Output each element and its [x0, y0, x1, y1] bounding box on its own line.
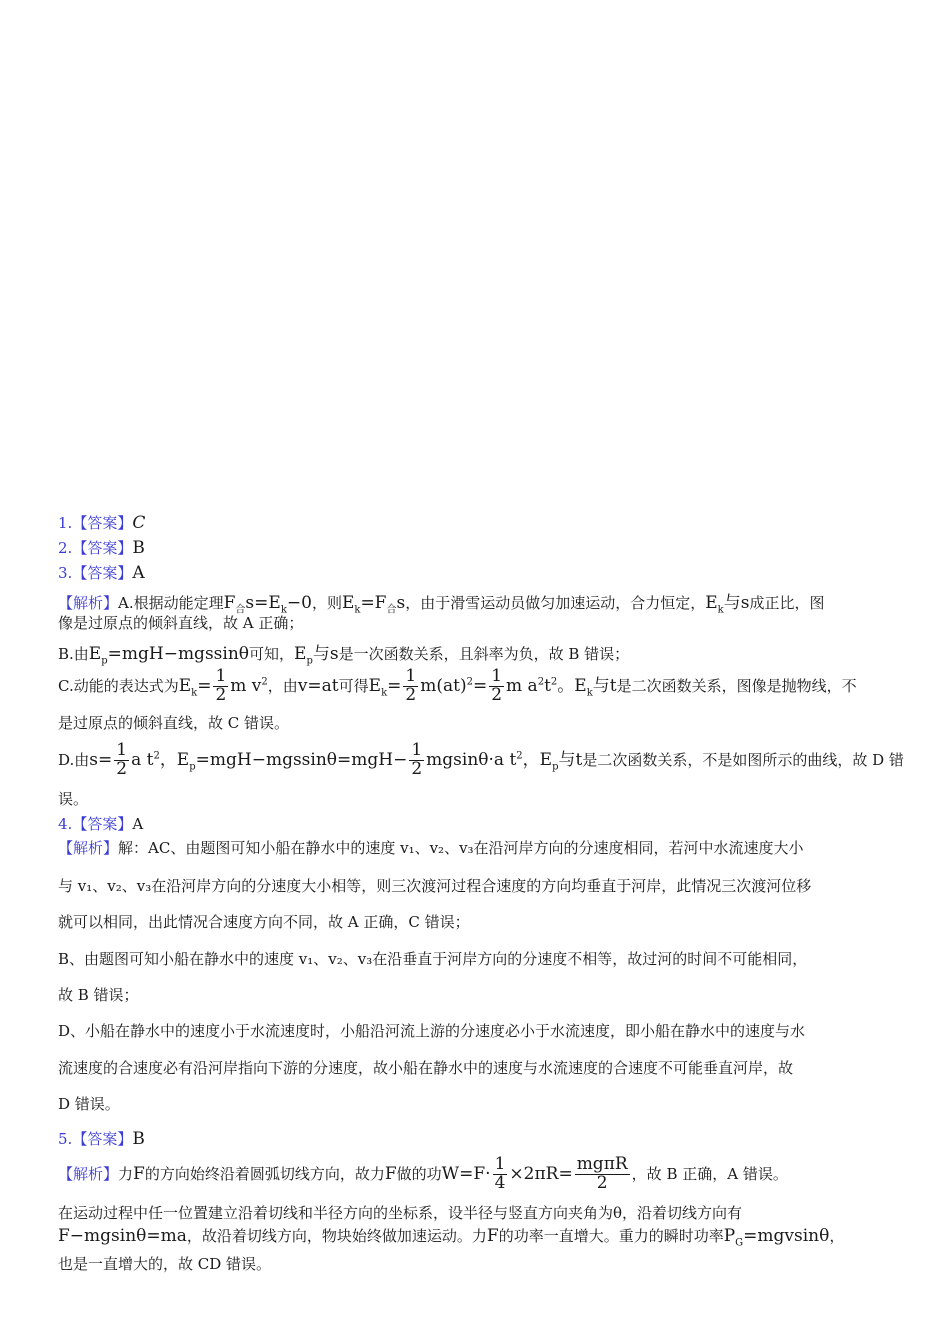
item-number: 3.	[58, 564, 73, 582]
answer-label: 【答案】	[72, 815, 133, 833]
q3-line-b	[58, 639, 629, 666]
explanation-label: 【解析】	[58, 1164, 119, 1183]
q4-line-8: D 错误。	[58, 1095, 120, 1113]
text: 做的功	[396, 1164, 442, 1183]
answer-item-3	[58, 562, 145, 583]
q4-line-3: 就可以相同，出此情况合速度方向不同，故 A 正确，C 错误；	[58, 913, 470, 931]
formula: $P_G=mgvsin\theta$	[723, 1226, 830, 1249]
text: D.由	[58, 750, 90, 769]
text: 是二次函数关系，图像是抛物线，不	[616, 676, 857, 695]
q4-line-6: D、小船在静水中的速度小于水流速度时，小船沿河流上游的分速度必小于水流速度，即小船在静水中的速度与水	[58, 1022, 806, 1040]
item-number: 1.	[58, 514, 73, 532]
text: 解：AC、由题图可知小船在静水中的速度 v₁、v₂、v₃在沿河岸方向的分速度相同，若河中水流速度大小	[118, 839, 804, 857]
q5-line-4: 也是一直增大的，故 CD 错误。	[58, 1255, 272, 1273]
q3-line-c2: 是过原点的倾斜直线，故 C 错误。	[58, 714, 290, 732]
answer-item-5	[58, 1128, 145, 1149]
text: ，由	[267, 676, 298, 695]
q4-line-5: 故 B 错误；	[58, 986, 139, 1004]
answer-label: 【答案】	[72, 514, 133, 532]
q5-line-1: 【解析】力F的方向始终沿着圆弧切线方向，故力F做的功W=F· $\frac{1}{4}$ ×2πR= $\frac{\text{mgπR}}{2}$ ，故 B 正确，A 错误。	[58, 1154, 788, 1193]
answer-value: A	[132, 563, 145, 583]
formula: v=at	[297, 675, 339, 696]
item-number: 5.	[58, 1130, 73, 1148]
formula: $E_k$与s	[705, 593, 750, 616]
text: 可知，	[249, 645, 295, 663]
formula: $E_p$与s	[294, 644, 339, 667]
answer-label: 【答案】	[72, 539, 133, 557]
formula: $E_k=F_合s$	[341, 593, 406, 616]
q4-line-4: B、由题图可知小船在静水中的速度 v₁、v₂、v₃在沿垂直于河岸方向的分速度不相等，故过河的时间不可能相同，	[58, 950, 808, 968]
q3-line-d2: 误。	[58, 790, 89, 808]
item-number: 2.	[58, 539, 73, 557]
explanation-label: 【解析】	[58, 839, 119, 857]
text: B.由	[58, 645, 89, 663]
formula: F−mgsinθ=ma	[58, 1226, 187, 1246]
answer-value: C	[132, 513, 146, 533]
text: ，由于滑雪运动员做匀加速运动，合力恒定，	[405, 594, 706, 612]
formula: W=F· $\frac{1}{4}$ ×2πR= $\frac{\text{mgπR}}{2}$	[441, 1154, 628, 1193]
text: 的功率一直增大。重力的瞬时功率	[498, 1227, 724, 1245]
text: 是一次函数关系，且斜率为负，故 B 错误；	[338, 645, 630, 663]
formula: $E_p=mgH-mgssin\theta$	[88, 644, 250, 667]
text: 是二次函数关系，不是如图所示的曲线，故 D 错	[582, 750, 904, 769]
answer-item-2	[58, 537, 145, 558]
answer-value: B	[132, 1129, 145, 1149]
q3-line-c	[58, 668, 857, 705]
q4-line-7: 流速度的合速度必有沿河岸指向下游的分速度，故小船在静水中的速度与水流速度的合速度不可能垂直河岸，故	[58, 1059, 794, 1077]
text: 可得	[338, 676, 369, 695]
answer-label: 【答案】	[72, 564, 133, 582]
formula: $F_合s=E_k-0$	[223, 593, 312, 616]
item-number: 4.	[58, 815, 73, 833]
text: ，故 B 正确，A 错误。	[631, 1164, 788, 1183]
text: A.根据动能定理	[118, 594, 224, 612]
text: 力	[118, 1164, 134, 1183]
answer-item-4	[58, 813, 143, 834]
answer-item-1	[58, 512, 145, 533]
q4-line-2: 与 v₁、v₂、v₃在沿河岸方向的分速度大小相等，则三次渡河过程合速度的方向均垂直于河岸，此情况三次渡河位移	[58, 877, 812, 895]
text: ，	[829, 1227, 845, 1245]
q5-line-3: F−mgsinθ=ma，故沿着切线方向，物块始终做加速运动。力F的功率一直增大。重力的瞬时功率$P_G=mgvsin\theta$，	[58, 1226, 845, 1249]
formula: $E_k=$ $\frac{1}{2}$ m(at)$^2$= $\frac{1}{2}$ m $a^2t^2$。$E_k$与t	[368, 666, 617, 705]
text: ，则	[311, 594, 342, 612]
explanation-label: 【解析】	[58, 594, 119, 612]
q4-line-1	[58, 837, 804, 858]
q3-line-a2: 像是过原点的倾斜直线，故 A 正确；	[58, 614, 304, 632]
formula: $E_k=$ $\frac{1}{2}$ m $v^2$	[178, 666, 268, 705]
text: ，故沿着切线方向，物块始终做加速运动。力	[186, 1227, 487, 1245]
text: 的方向始终沿着圆弧切线方向，故力	[144, 1164, 385, 1183]
text: 成正比，图	[749, 594, 825, 612]
q5-line-2: 在运动过程中任一位置建立沿着切线和半径方向的坐标系，设半径与竖直方向夹角为θ，沿着切线方向有	[58, 1204, 743, 1222]
answer-value: A	[132, 815, 144, 833]
q3-line-d	[58, 742, 904, 779]
answer-label: 【答案】	[72, 1130, 133, 1148]
formula: s= $\frac{1}{2}$ a $t^2$，$E_p=mgH-mgssin\theta=mgH-$ $\frac{1}{2}$ mgsinθ·a $t^2$，$E_p$与t	[89, 740, 583, 779]
text: C.动能的表达式为	[58, 676, 179, 695]
answer-value: B	[132, 538, 145, 558]
